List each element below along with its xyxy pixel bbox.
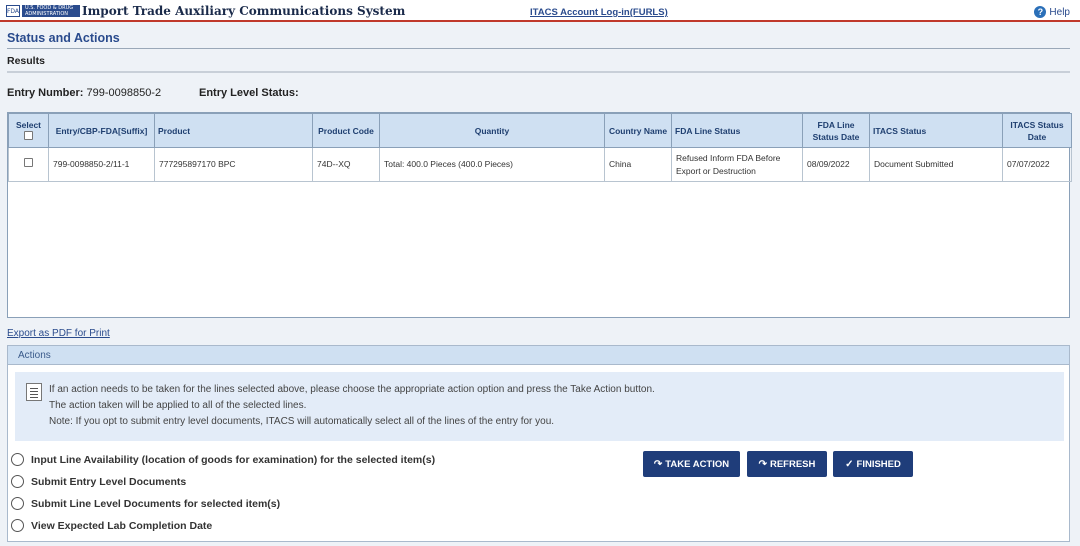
cell-product: 777295897170 BPC	[155, 148, 313, 182]
cell-country-name: China	[605, 148, 672, 182]
cell-itacs-status-date: 07/07/2022	[1003, 148, 1072, 182]
cell-fda-line-status-date: 08/09/2022	[803, 148, 870, 182]
top-header	[0, 0, 1080, 22]
entry-number-value: 799-0098850-2	[86, 87, 162, 99]
column-header-itacs-status-date: ITACS Status Date	[1003, 114, 1072, 148]
checkmark-icon: ✓	[845, 458, 854, 470]
column-header-product-code: Product Code	[313, 114, 380, 148]
column-header-fda-line-status: FDA Line Status	[672, 114, 803, 148]
instruction-line: The action taken will be applied to all of the selected lines.	[49, 400, 307, 411]
action-instructions	[15, 372, 1064, 441]
column-header-itacs-status: ITACS Status	[870, 114, 1003, 148]
column-header-product: Product	[155, 114, 313, 148]
finished-button[interactable]: ✓ FINISHED	[833, 451, 913, 477]
cell-fda-line-status: Refused Inform FDA Before Export or Destruction	[672, 148, 803, 182]
divider	[7, 48, 1070, 49]
divider	[7, 71, 1070, 73]
cell-itacs-status: Document Submitted	[870, 148, 1003, 182]
option-label: Submit Entry Level Documents	[31, 475, 187, 488]
document-icon	[26, 383, 42, 401]
entry-number-label: Entry Number:	[7, 87, 84, 99]
option-label: Submit Line Level Documents for selected item(s)	[31, 497, 281, 510]
radio-button[interactable]	[11, 519, 24, 532]
instruction-line: If an action needs to be taken for the lines selected above, please choose the appropriate action option and press the Take Action button.	[49, 384, 655, 395]
option-input-line-availability[interactable]	[11, 453, 435, 466]
help-label: Help	[1049, 6, 1070, 18]
option-label: View Expected Lab Completion Date	[31, 519, 213, 532]
radio-button[interactable]	[11, 475, 24, 488]
column-header-quantity: Quantity	[380, 114, 605, 148]
itacs-login-link[interactable]: ITACS Account Log-in(FURLS)	[530, 7, 668, 18]
cell-quantity: Total: 400.0 Pieces (400.0 Pieces)	[380, 148, 605, 182]
cell-product-code: 74D--XQ	[313, 148, 380, 182]
refresh-button[interactable]: ↷ REFRESH	[747, 451, 827, 477]
column-header-entry: Entry/CBP-FDA[Suffix]	[49, 114, 155, 148]
export-pdf-link[interactable]: Export as PDF for Print	[7, 328, 110, 339]
radio-button[interactable]	[11, 453, 24, 466]
help-icon: ?	[1034, 6, 1046, 18]
option-label: Input Line Availability (location of goods for examination) for the selected item(s)	[31, 453, 436, 466]
option-submit-entry-level-documents[interactable]	[11, 475, 186, 488]
help-link[interactable]	[1034, 6, 1070, 18]
page-title: Status and Actions	[7, 31, 120, 45]
select-all-checkbox[interactable]	[24, 131, 33, 140]
row-checkbox[interactable]	[24, 158, 33, 167]
app-title: Import Trade Auxiliary Communications System	[82, 4, 406, 18]
results-label: Results	[7, 55, 45, 67]
radio-button[interactable]	[11, 497, 24, 510]
take-action-button[interactable]: ↷ TAKE ACTION	[643, 451, 740, 477]
column-header-select: Select	[9, 114, 49, 148]
table-row	[9, 148, 1072, 182]
option-submit-line-level-documents[interactable]	[11, 497, 280, 510]
actions-panel	[7, 345, 1070, 542]
entry-level-status-label: Entry Level Status:	[199, 87, 299, 99]
fda-logo: FDA U.S. FOOD & DRUG ADMINISTRATION	[6, 4, 80, 18]
instruction-line: Note: If you opt to submit entry level documents, ITACS will automatically select all of the lines of the entry for you.	[49, 416, 555, 427]
column-header-country-name: Country Name	[605, 114, 672, 148]
entry-number	[7, 87, 161, 99]
redo-arrow-icon: ↷	[653, 458, 663, 470]
option-view-expected-lab-completion[interactable]	[11, 519, 212, 532]
actions-heading: Actions	[8, 346, 1069, 365]
results-table	[7, 112, 1070, 318]
cell-entry: 799-0098850-2/11-1	[49, 148, 155, 182]
column-header-fda-line-status-date: FDA Line Status Date	[803, 114, 870, 148]
row-select-cell	[9, 148, 49, 182]
redo-arrow-icon: ↷	[758, 458, 767, 470]
table-header-row	[9, 114, 1072, 148]
